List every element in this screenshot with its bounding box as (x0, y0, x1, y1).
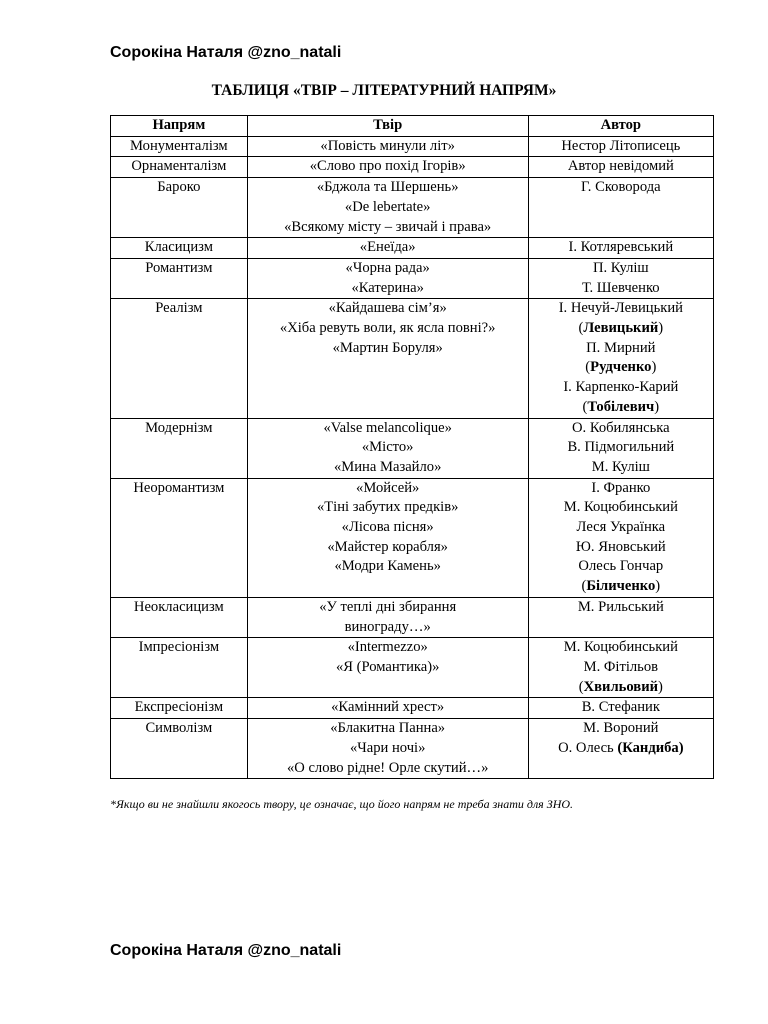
author-line (531, 577, 711, 597)
table-body (111, 136, 714, 779)
author-name: Нестор Літописець (561, 137, 681, 154)
work-title: «Енеїда» (359, 239, 416, 256)
author-name: Олесь Гончар (578, 558, 664, 575)
direction-cell: Імпресіонізм (111, 638, 248, 698)
authors-cell (528, 299, 713, 418)
author-real-name: Левицький (583, 320, 659, 337)
author-line (531, 498, 711, 518)
author-name: ) (655, 578, 661, 595)
work-title: «Хіба ревуть воли, як ясла повні?» (279, 320, 496, 337)
author-line (531, 598, 711, 618)
work-title: «Місто» (361, 439, 414, 456)
author-name: М. Коцюбинський (563, 499, 678, 516)
work-title: «Камінний хрест» (331, 699, 445, 716)
author-name: Ю. Яновський (575, 538, 666, 555)
authors-cell (528, 638, 713, 698)
author-name: П. Куліш (592, 259, 649, 276)
work-title: «Лісова пісня» (341, 519, 434, 536)
direction-cell: Символізм (111, 719, 248, 779)
work-title: «Тіні забутих предків» (316, 499, 459, 516)
table-row (111, 719, 714, 779)
author-name: ) (651, 359, 657, 376)
work-title: «Я (Романтика)» (335, 658, 440, 675)
author-name: М. Вороний (583, 720, 659, 737)
authors-cell (528, 478, 713, 597)
author-name: М. Куліш (591, 458, 650, 475)
works-cell (247, 719, 528, 779)
author-name: Автор невідомий (567, 158, 674, 175)
literature-table (110, 115, 714, 779)
author-line (531, 458, 711, 478)
direction-cell: Модернізм (111, 418, 248, 478)
table-row (111, 238, 714, 259)
column-header-author: Автор (528, 116, 713, 137)
author-name: ( (585, 359, 591, 376)
author-line (531, 157, 711, 177)
author-name: ( (581, 578, 587, 595)
table-row (111, 178, 714, 238)
table-row (111, 418, 714, 478)
work-title: «Повість минули літ» (320, 137, 455, 154)
direction-cell: Експресіонізм (111, 698, 248, 719)
table-row (111, 136, 714, 157)
column-header-direction: Напрям (111, 116, 248, 137)
author-name: ) (654, 398, 660, 415)
author-name: І. Котляревський (568, 239, 674, 256)
author-name: Т. Шевченко (582, 279, 660, 296)
author-line (531, 259, 711, 279)
author-line (531, 398, 711, 418)
authors-cell (528, 698, 713, 719)
author-line (531, 358, 711, 378)
author-line (531, 299, 711, 319)
works-cell (247, 478, 528, 597)
footnote: *Якщо ви не знайшли якогось твору, це означає, що його напрям не треба знати для ЗНО. (110, 797, 574, 811)
author-name: В. Стефаник (581, 699, 660, 716)
author-name: І. Франко (591, 479, 651, 496)
work-title: «Мина Мазайло» (333, 458, 442, 475)
author-line (531, 739, 711, 759)
author-line (531, 698, 711, 718)
works-cell (247, 638, 528, 698)
work-title: «Бджола та Шершень» (316, 179, 459, 196)
author-line (531, 279, 711, 299)
work-title: «Valse melancolique» (323, 419, 452, 436)
direction-cell: Реалізм (111, 299, 248, 418)
author-line (531, 719, 711, 739)
works-cell (247, 178, 528, 238)
author-real-name: Хвильовий (583, 678, 659, 695)
authors-cell (528, 719, 713, 779)
author-name: В. Підмогильний (567, 439, 675, 456)
author-line (531, 678, 711, 698)
works-cell (247, 238, 528, 259)
author-line (531, 137, 711, 157)
work-title: «Катерина» (351, 279, 424, 296)
author-name: ( (578, 678, 584, 695)
author-line (531, 419, 711, 439)
authors-cell (528, 258, 713, 298)
works-cell (247, 258, 528, 298)
author-name: Леся Українка (576, 519, 666, 536)
author-name: І. Карпенко-Карий (563, 379, 679, 396)
direction-cell: Орнаменталізм (111, 157, 248, 178)
work-title: «О слово рідне! Орле скутий…» (286, 759, 489, 776)
authors-cell (528, 418, 713, 478)
author-real-name: Тобілевич (587, 398, 655, 415)
works-cell (247, 698, 528, 719)
work-title: «Intermezzo» (347, 639, 428, 656)
page-header: Сорокіна Наталя @zno_natali (110, 44, 342, 61)
work-title: «Мойсей» (356, 479, 420, 496)
author-line (531, 319, 711, 339)
direction-cell: Бароко (111, 178, 248, 238)
work-title: винограду…» (344, 618, 431, 635)
author-line (531, 438, 711, 458)
author-real-name: Біличенко (586, 578, 656, 595)
authors-cell (528, 157, 713, 178)
author-name: М. Рильський (577, 598, 664, 615)
table-header-row (111, 116, 714, 137)
page-title: ТАБЛИЦЯ «ТВІР – ЛІТЕРАТУРНИЙ НАПРЯМ» (211, 82, 557, 99)
author-name: І. Нечуй-Левицький (558, 300, 683, 317)
author-real-name: (Кандиба) (617, 739, 684, 756)
direction-cell: Романтизм (111, 258, 248, 298)
works-cell (247, 157, 528, 178)
work-title: «Всякому місту – звичай і права» (284, 218, 492, 235)
table-row (111, 597, 714, 637)
direction-cell: Класицизм (111, 238, 248, 259)
author-line (531, 178, 711, 198)
direction-cell: Монументалізм (111, 136, 248, 157)
work-title: «Майстер корабля» (327, 538, 448, 555)
table-row (111, 638, 714, 698)
author-name: ) (658, 320, 664, 337)
author-name: ( (582, 398, 588, 415)
direction-cell: Неокласицизм (111, 597, 248, 637)
author-name: ( (578, 320, 584, 337)
author-real-name: Рудченко (590, 359, 652, 376)
work-title: «Блакитна Панна» (330, 720, 446, 737)
author-name: П. Мирний (586, 339, 656, 356)
authors-cell (528, 178, 713, 238)
works-cell (247, 136, 528, 157)
author-line (531, 538, 711, 558)
author-name: М. Коцюбинський (563, 639, 678, 656)
author-line (531, 378, 711, 398)
author-line (531, 479, 711, 499)
author-line (531, 658, 711, 678)
author-name: Г. Сковорода (581, 179, 661, 196)
author-name: О. Кобилянська (571, 419, 670, 436)
table-row (111, 478, 714, 597)
author-name: ) (658, 678, 663, 695)
authors-cell (528, 238, 713, 259)
works-cell (247, 299, 528, 418)
work-title: «Мартин Боруля» (332, 339, 443, 356)
table-row (111, 157, 714, 178)
work-title: «Слово про похід Ігорів» (309, 158, 466, 175)
authors-cell (528, 597, 713, 637)
author-line (531, 638, 711, 658)
work-title: «У теплі дні збирання (319, 598, 457, 615)
author-line (531, 518, 711, 538)
author-name: О. Олесь (558, 739, 618, 756)
column-header-work: Твір (247, 116, 528, 137)
author-name: М. Фітільов (583, 658, 659, 675)
table-row (111, 698, 714, 719)
table-row (111, 299, 714, 418)
author-line (531, 238, 711, 258)
direction-cell: Неоромантизм (111, 478, 248, 597)
work-title: «Чорна рада» (345, 259, 430, 276)
works-cell (247, 597, 528, 637)
table-row (111, 258, 714, 298)
work-title: «Чари ночі» (349, 739, 426, 756)
work-title: «Кайдашева сім’я» (328, 300, 447, 317)
author-line (531, 557, 711, 577)
page-footer: Сорокіна Наталя @zno_natali (110, 942, 342, 959)
work-title: «Модри Камень» (334, 558, 441, 575)
work-title: «De lebertate» (344, 198, 431, 215)
works-cell (247, 418, 528, 478)
authors-cell (528, 136, 713, 157)
author-line (531, 339, 711, 359)
